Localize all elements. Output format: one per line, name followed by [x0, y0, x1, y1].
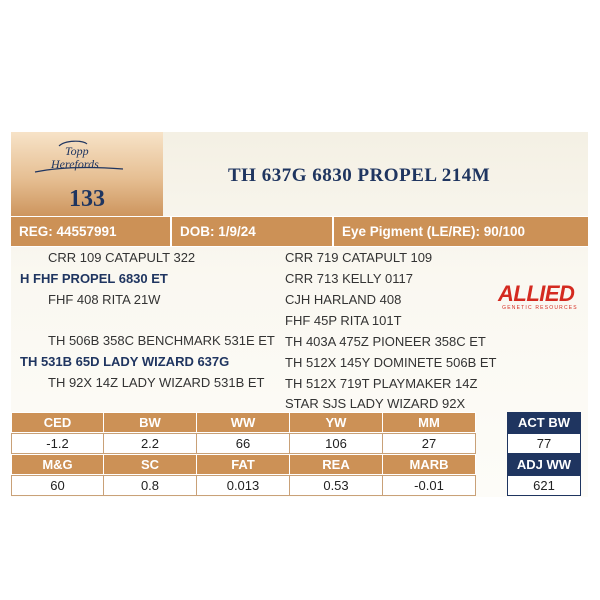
sire-dam: FHF 408 RITA 21W: [48, 292, 161, 307]
dam-sire: TH 506B 358C BENCHMARK 531E ET: [48, 333, 275, 348]
epd-header: CED: [11, 412, 104, 433]
epd-header: M&G: [11, 454, 104, 475]
epd-header-row-1: [11, 412, 476, 433]
epd-value: 0.013: [197, 475, 290, 496]
logo-box: [11, 132, 163, 216]
pedigree-right-1: CRR 719 CATAPULT 109: [285, 250, 433, 265]
topp-herefords-logo: [25, 138, 133, 184]
epd-header: YW: [290, 412, 383, 433]
info-bar: [11, 216, 588, 247]
epd-value: 60: [11, 475, 104, 496]
svg-text:Herefords: Herefords: [51, 157, 99, 171]
epd-value: 106: [290, 433, 383, 454]
pedigree-right-6: TH 512X 145Y DOMINETE 506B ET: [285, 355, 497, 370]
epd-value-row-2: [11, 475, 476, 496]
epd-value: -1.2: [11, 433, 104, 454]
epd-value: 66: [197, 433, 290, 454]
pedigree-right-5: TH 403A 475Z PIONEER 358C ET: [285, 334, 486, 349]
dam: TH 531B 65D LADY WIZARD 637G: [20, 354, 230, 369]
pedigree-right-4: FHF 45P RITA 101T: [285, 313, 402, 328]
epd-header: MARB: [383, 454, 476, 475]
allied-logo: [498, 283, 582, 317]
act-bw-label: ACT BW: [507, 412, 581, 433]
epd-header: FAT: [197, 454, 290, 475]
epd-header: BW: [104, 412, 197, 433]
epd-header: MM: [383, 412, 476, 433]
epd-header: WW: [197, 412, 290, 433]
epd-value: 2.2: [104, 433, 197, 454]
pedigree-right-3: CJH HARLAND 408: [285, 292, 402, 307]
epd-value: 0.8: [104, 475, 197, 496]
epd-value: -0.01: [383, 475, 476, 496]
reg-number: REG: 44557991: [11, 217, 172, 246]
sire: H FHF PROPEL 6830 ET: [20, 271, 168, 286]
pedigree-right-8: STAR SJS LADY WIZARD 92X: [285, 396, 466, 411]
epd-header-row-2: [11, 454, 476, 475]
dam-dam: TH 92X 14Z LADY WIZARD 531B ET: [48, 375, 265, 390]
epd-header: SC: [104, 454, 197, 475]
animal-name: TH 637G 6830 PROPEL 214M: [228, 165, 491, 186]
actual-weights-table: [507, 412, 581, 496]
lot-number: 133: [69, 186, 105, 212]
svg-text:Topp: Topp: [65, 144, 89, 158]
sire-sire: CRR 109 CATAPULT 322: [48, 250, 196, 265]
epd-table: [11, 412, 476, 496]
act-bw-value: 77: [507, 433, 581, 454]
epd-header: REA: [290, 454, 383, 475]
epd-value-row-1: [11, 433, 476, 454]
dob: DOB: 1/9/24: [172, 217, 334, 246]
adj-ww-value: 621: [507, 475, 581, 496]
allied-tagline: GENETIC RESOURCES: [502, 305, 578, 311]
pedigree-right-7: TH 512X 719T PLAYMAKER 14Z: [285, 376, 478, 391]
adj-ww-label: ADJ WW: [507, 454, 581, 475]
allied-logo-text: ALLIED: [498, 281, 575, 306]
pedigree-right-2: CRR 713 KELLY 0117: [285, 271, 413, 286]
eye-pigment: Eye Pigment (LE/RE): 90/100: [342, 224, 526, 239]
epd-value: 0.53: [290, 475, 383, 496]
epd-value: 27: [383, 433, 476, 454]
